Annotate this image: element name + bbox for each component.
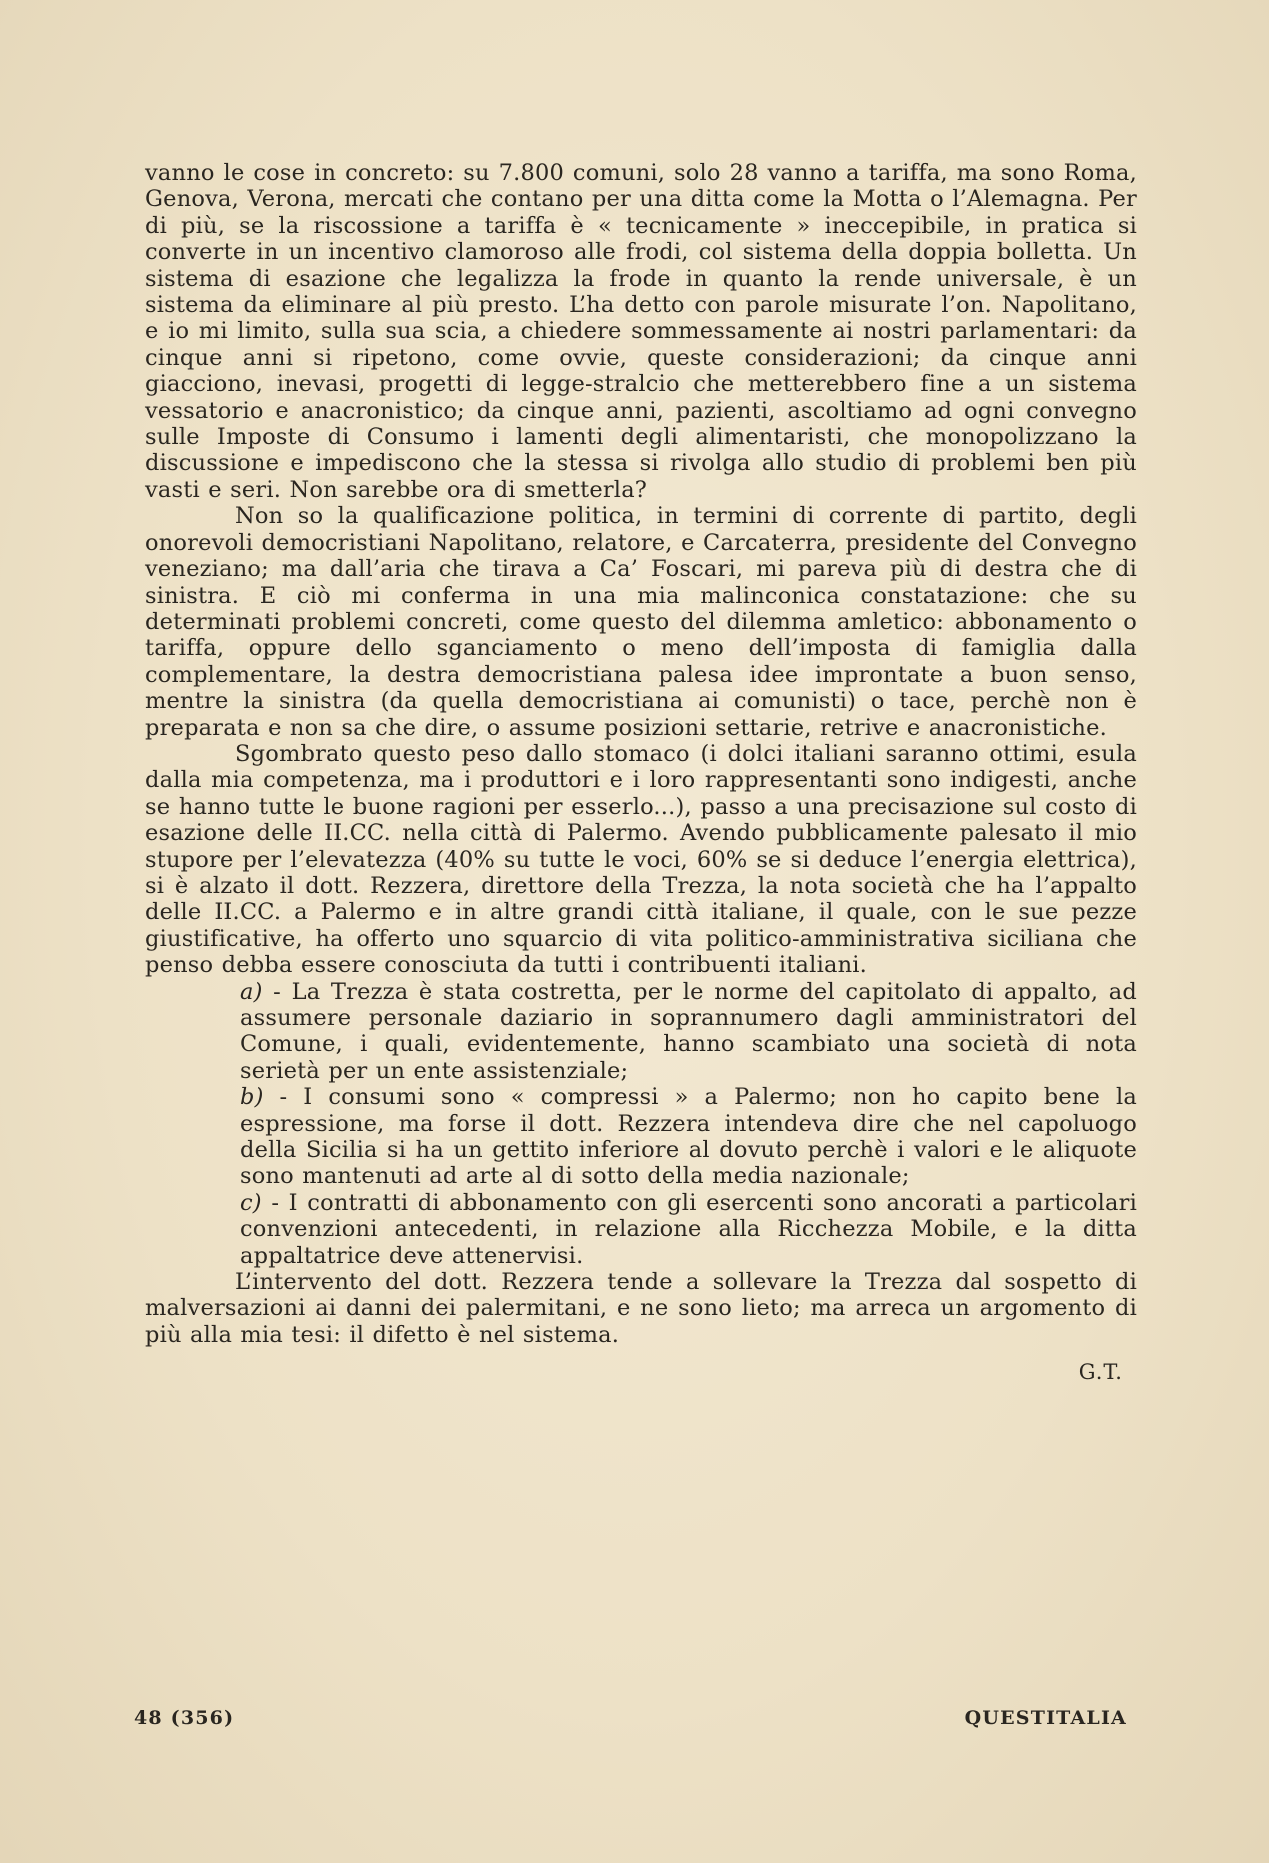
list-item-c-letter: c) — [240, 1189, 262, 1216]
paragraph-2: Non so la qualificazione politica, in termini di corrente di partito, degli onorevoli democristiani Napolitano, relatore, e Carcaterra, presidente del Convegno veneziano; ma dall’aria che tirava a Ca’ Foscari, mi pareva più di destra che di sinistra. E ciò mi conferma in una mia malinconica constatazione: che su determinati problemi concreti, come questo del dilemma amletico: abbonamento o tariffa, oppure dello sganciamento o meno dell’imposta di famiglia dalla complementare, la destra democristiana palesa idee improntate a buon senso, mentre la sinistra (da quella democristiana ai comunisti) o tace, perchè non è preparata e non sa che dire, o assume posizioni settarie, retrive e anacronistiche. — [145, 503, 1137, 741]
page-number: 48 (356) — [134, 1707, 235, 1729]
list-item-a-text: - La Trezza è stata costretta, per le norme del capitolato di appalto, ad assumere personale daziario in soprannumero dagli amministratori del Comune, i quali, evidentemente, hanno scambiato una società di nota serietà per un ente assistenziale; — [240, 978, 1137, 1084]
list-item-c — [145, 1190, 1137, 1269]
closing-paragraph: L’intervento del dott. Rezzera tende a sollevare la Trezza dal sospetto di malversazioni ai danni dei palermitani, e ne sono lieto; ma arreca un argomento di più alla mia tesi: il difetto è nel sistema. — [145, 1269, 1137, 1348]
list-item-b-letter: b) — [240, 1084, 264, 1111]
list-item-a-letter: a) — [240, 978, 263, 1005]
paragraph-3: Sgombrato questo peso dallo stomaco (i dolci italiani saranno ottimi, esula dalla mia competenza, ma i produttori e i loro rappresentanti sono indigesti, anche se hanno tutte le buone ragioni per esserlo...), passo a una precisazione sul costo di esazione delle II.CC. nella città di Palermo. Avendo pubblicamente palesato il mio stupore per l’elevatezza (40% su tutte le voci, 60% se si deduce l’energia elettrica), si è alzato il dott. Rezzera, direttore della Trezza, la nota società che ha l’appalto delle II.CC. a Palermo e in altre grandi città italiane, il quale, con le sue pezze giustificative, ha offerto uno squarcio di vita politico-amministrativa siciliana che penso debba essere conosciuta da tutti i contribuenti italiani. — [145, 740, 1137, 979]
list-item-c-text: - I contratti di abbonamento con gli esercenti sono ancorati a particolari convenzioni antecedenti, in relazione alla Ricchezza Mobile, e la ditta appaltatrice deve attenervisi. — [240, 1189, 1137, 1269]
list-item-b-text: - I consumi sono « compressi » a Palermo; non ho capito bene la espressione, ma forse il dott. Rezzera intendeva dire che nel capoluogo della Sicilia si ha un gettito inferiore al dovuto perchè i valori e le aliquote sono mantenuti ad arte al di sotto della media nazionale; — [240, 1084, 1137, 1190]
list-item-b — [145, 1084, 1137, 1190]
author-signature: G.T. — [1078, 1360, 1123, 1385]
list-item-a — [145, 979, 1137, 1085]
paragraph-1: vanno le cose in concreto: su 7.800 comuni, solo 28 vanno a tariffa, ma sono Roma, Genova, Verona, mercati che contano per una ditta come la Motta o l’Alemagna. Per di più, se la riscossione a tariffa è « tecnicamente » ineccepibile, in pratica si converte in un incentivo clamoroso alle frodi, col sistema della doppia bolletta. Un sistema di esazione che legalizza la frode in quanto la rende universale, è un sistema da eliminare al più presto. L’ha detto con parole misurate l’on. Napolitano, e io mi limito, sulla sua scia, a chiedere sommessamente ai nostri parlamentari: da cinque anni si ripetono, come ovvie, queste considerazioni; da cinque anni giacciono, inevasi, progetti di legge-stralcio che metterebbero fine a un sistema vessatorio e anacronistico; da cinque anni, pazienti, ascoltiamo ad ogni convegno sulle Imposte di Consumo i lamenti degli alimentaristi, che monopolizzano la discussione e impediscono che la stessa si rivolga allo studio di problemi ben più vasti e seri. Non sarebbe ora di smetterla? — [145, 160, 1137, 503]
article-body — [145, 160, 1137, 1384]
journal-name: QUESTITALIA — [964, 1707, 1127, 1729]
